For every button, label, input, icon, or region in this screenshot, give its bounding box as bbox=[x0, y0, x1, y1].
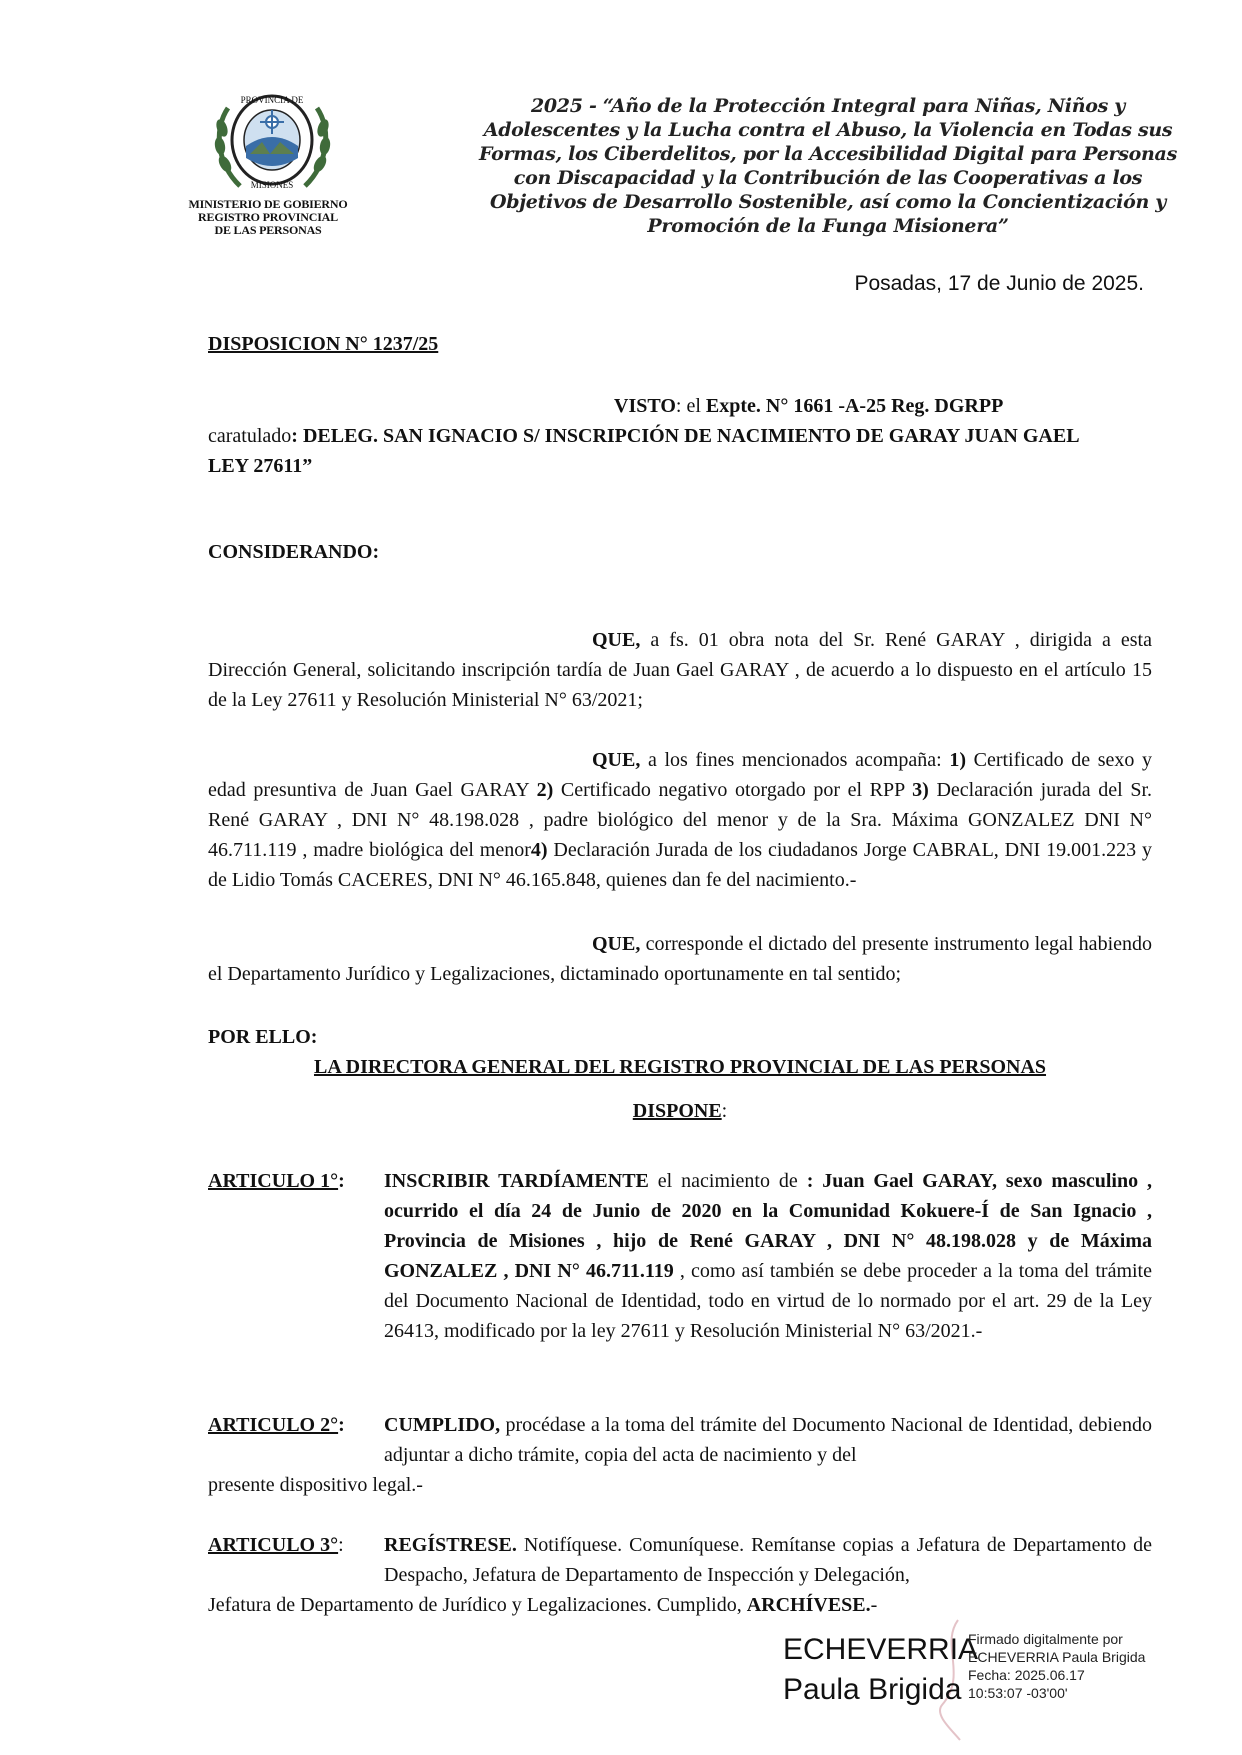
que-label: QUE, bbox=[592, 629, 641, 651]
article-2-text: CUMPLIDO, procédase a la toma del trámite del Documento Nacional de Identidad, debiendo adjuntar a dicho trámite, copia del acta de nacimiento y del bbox=[384, 1414, 1152, 1466]
que-text: a fs. 01 obra nota del Sr. René GARAY , dirigida a esta Dirección General, solicitando inscripción tardía de Juan Gael GARAY , de acuerdo a lo dispuesto en el artículo 15 de la Ley 27611 y Resolución Ministerial N° 63/2021; bbox=[208, 629, 1152, 711]
visto-label: VISTO bbox=[614, 395, 676, 417]
signature-info-line: Fecha: 2025.06.17 bbox=[968, 1667, 1085, 1683]
signer-given-names: Paula Brigida bbox=[783, 1673, 962, 1706]
provincial-seal-icon bbox=[210, 88, 335, 193]
que-label: QUE, bbox=[592, 749, 641, 771]
dispone-heading: DISPONE: bbox=[632, 1100, 728, 1122]
visto-caratulado: caratulado bbox=[208, 425, 292, 447]
que-paragraph-2: QUE, a los fines mencionados acompaña: 1) Certificado de sexo y edad presuntiva de Juan Gael GARAY 2) Certificado negativo otorgado por el RPP 3) Declaración jurada del Sr. René GARAY , DNI N° 48.198.028 , padre biológico del menor y de la Sra. Máxima GONZALEZ DNI N° 46.711.119 , madre biológica del menor4) Declaración Jurada de los ciudadanos Jorge CABRAL, DNI 19.001.223 y de Lidio Tomás CACERES, DNI N° 46.165.848, quienes dan fe del nacimiento.- bbox=[208, 749, 1153, 891]
article-3-label: ARTICULO 3°: bbox=[208, 1534, 344, 1556]
que-paragraph-3 bbox=[208, 929, 1152, 989]
signer-name bbox=[783, 1630, 978, 1710]
article-2-label: ARTICULO 2°: bbox=[208, 1414, 345, 1436]
que-paragraph-1 bbox=[208, 625, 1152, 715]
seal-text-top: PROVINCIA DE bbox=[240, 95, 304, 105]
article-2-text-end: presente dispositivo legal.- bbox=[208, 1474, 423, 1496]
por-ello-heading: POR ELLO: bbox=[208, 1026, 318, 1048]
article-3-text: REGÍSTRESE. Notifíquese. Comuníquese. Remítanse copias a Jefatura de Departamento de Despacho, Jefatura de Departamento de Inspección y Delegación, bbox=[384, 1534, 1152, 1586]
disposition-title: DISPOSICION N° 1237/25 bbox=[208, 333, 439, 355]
signature-info-line: 10:53:07 -03'00' bbox=[968, 1685, 1068, 1701]
digital-signature-info bbox=[968, 1630, 1145, 1702]
visto-section bbox=[208, 391, 1152, 481]
que-text: corresponde el dictado del presente instrumento legal habiendo el Departamento Jurídico y Legalizaciones, dictaminado oportunamente en tal sentido; bbox=[208, 933, 1152, 985]
ministry-line: DE LAS PERSONAS bbox=[214, 223, 322, 237]
signer-surname: ECHEVERRIA bbox=[783, 1633, 979, 1666]
considerando-heading: CONSIDERANDO: bbox=[208, 541, 380, 563]
seal-text-bottom: MISIONES bbox=[250, 180, 294, 190]
article-1-label: ARTICULO 1°: bbox=[208, 1170, 345, 1192]
signature-info-line: ECHEVERRIA Paula Brigida bbox=[968, 1649, 1146, 1665]
article-1-text: INSCRIBIR TARDÍAMENTE el nacimiento de : Juan Gael GARAY, sexo masculino , ocurrido el día 24 de Junio de 2020 en la Comunidad Kokuere-Í de San Ignacio , Provincia de Misiones , hijo de René GARAY , DNI N° 48.198.028 y de Máxima GONZALEZ , DNI N° 46.711.119 , como así también se debe proceder a la toma del trámite del Documento Nacional de Identidad, todo en virtud de lo normado por el art. 29 de la Ley 26413, modificado por la ley 27611 y Resolución Ministerial N° 63/2021.- bbox=[384, 1170, 1153, 1342]
signature-info-line: Firmado digitalmente por bbox=[968, 1631, 1123, 1647]
que-label: QUE, bbox=[592, 933, 641, 955]
visto-caption: : DELEG. SAN IGNACIO S/ INSCRIPCIÓN DE NACIMIENTO DE GARAY JUAN GAEL LEY 27611” bbox=[208, 425, 1079, 477]
ministry-line: REGISTRO PROVINCIAL bbox=[198, 210, 338, 224]
visto-text: : el bbox=[675, 395, 706, 417]
article-3-text-end: Jefatura de Departamento de Jurídico y Legalizaciones. Cumplido, ARCHÍVESE.- bbox=[208, 1594, 878, 1616]
ministry-name bbox=[168, 198, 368, 237]
year-motto: 2025 - “Año de la Protección Integral para Niñas, Niños y Adolescentes y la Lucha contra el Abuso, la Violencia en Todas sus Formas, los Ciberdelitos, por la Accesibilidad Digital para Personas con Discapacidad y la Contribución de las Cooperativas a los Objetivos de Desarrollo Sostenible, así como la Concientización y Promoción de la Funga Misionera” bbox=[479, 95, 1177, 237]
visto-expediente: Expte. N° 1661 -A-25 Reg. DGRPP bbox=[705, 395, 1004, 417]
authority-heading: LA DIRECTORA GENERAL DEL REGISTRO PROVINCIAL DE LAS PERSONAS bbox=[313, 1056, 1047, 1078]
ministry-line: MINISTERIO DE GOBIERNO bbox=[188, 197, 348, 211]
document-date: Posadas, 17 de Junio de 2025. bbox=[854, 272, 1144, 295]
